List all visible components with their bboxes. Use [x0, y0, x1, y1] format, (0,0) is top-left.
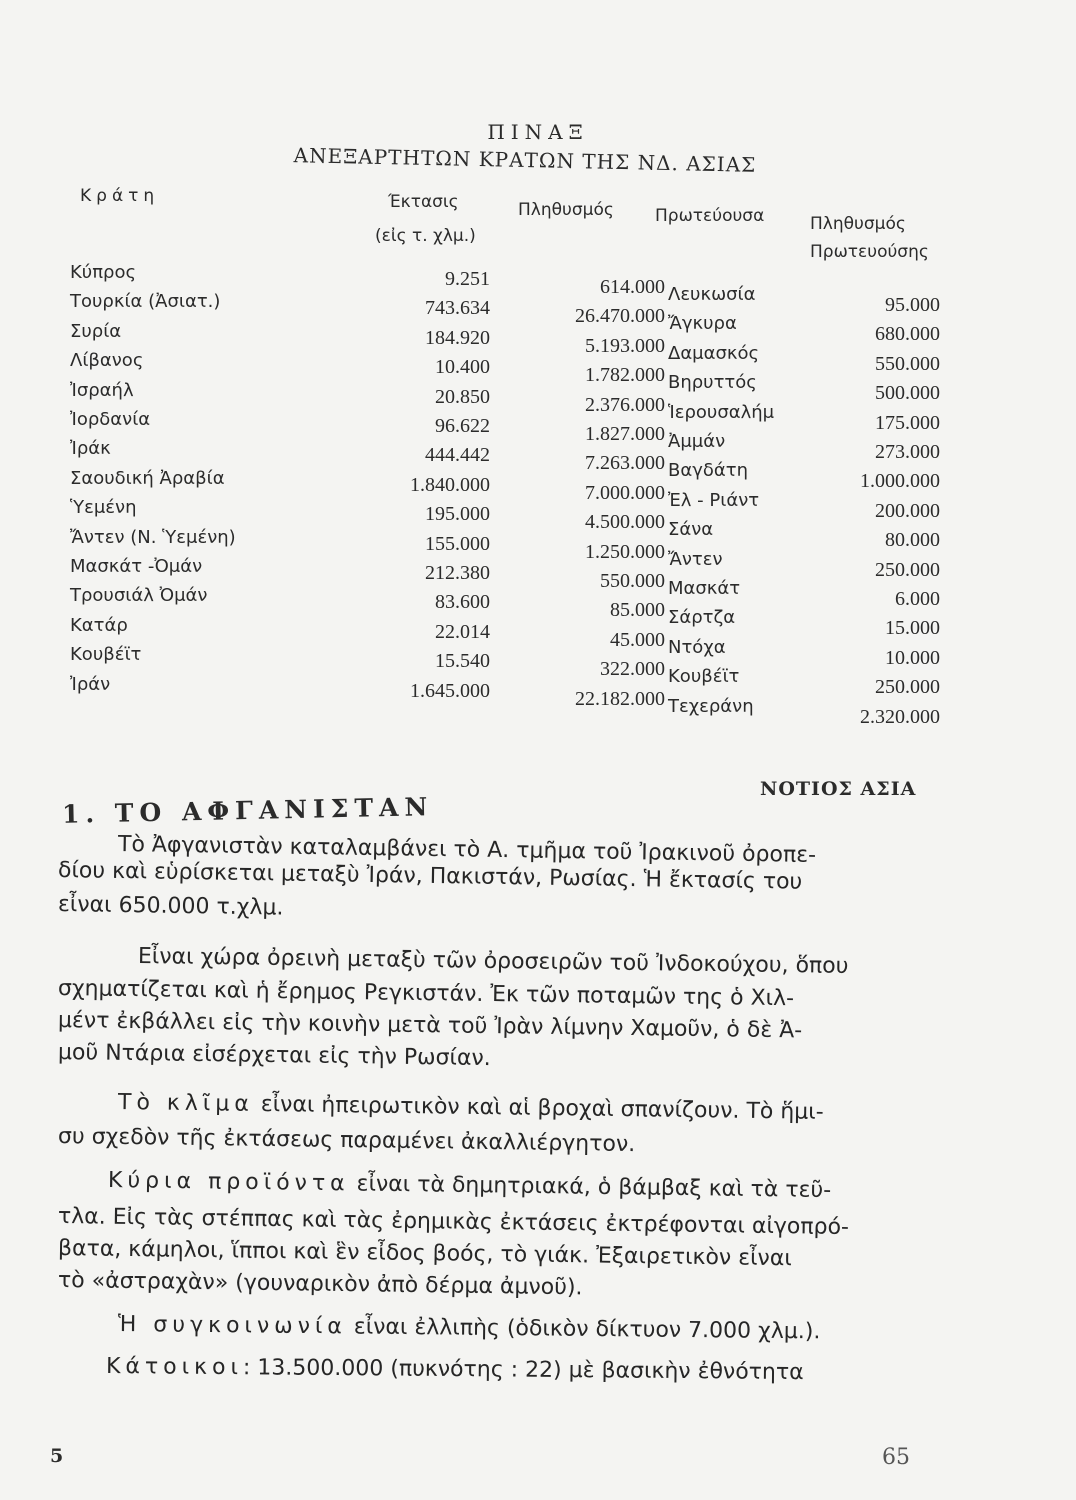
paragraph-line — [58, 976, 938, 1013]
spaced-term: Κύρια προϊόντα — [107, 1168, 350, 1197]
line-text: τλα. Εἰς τὰς στέππας καὶ τὰς ἐρημικὰς ἐκτάσεις ἐκτρέφονται αἰγοπρό- — [57, 1204, 850, 1241]
capital-pop-cell: 175.000 — [875, 411, 940, 434]
header-capital-pop-2: Πρωτευούσης — [810, 242, 929, 262]
capital-pop-cell: 6.000 — [895, 588, 940, 610]
line-text: βατα, κάμηλοι, ἵπποι καὶ ἓν εἶδος βοός, τὸ γιάκ. Ἐξαιρετικὸν εἶναι — [57, 1236, 792, 1272]
paragraph-line — [118, 1090, 938, 1126]
population-cell: 7.000.000 — [585, 481, 665, 504]
paragraph-line — [58, 1008, 938, 1045]
capital-cell: Ἐλ - Ριάντ — [668, 489, 760, 511]
capital-cell: Βαγδάτη — [668, 460, 748, 482]
state-cell: Κύπρος — [70, 262, 137, 283]
capital-pop-cell: 95.000 — [885, 294, 940, 316]
state-cell: Ἰράν — [70, 673, 111, 695]
state-cell: Μασκάτ -Ὀμάν — [70, 556, 203, 577]
population-cell: 85.000 — [610, 599, 665, 622]
header-area: Έκτασις — [388, 192, 459, 212]
capital-pop-cell: 10.000 — [885, 646, 940, 669]
area-cell: 20.850 — [435, 385, 490, 408]
area-cell: 1.645.000 — [410, 679, 490, 702]
spaced-term: Ἡ συγκοινωνία — [117, 1312, 348, 1340]
area-cell: 22.014 — [435, 620, 490, 643]
line-text: Εἶναι χώρα ὀρεινὴ μεταξὺ τῶν ὀροσειρῶν τοῦ Ἰνδοκούχου, ὅπου — [137, 944, 849, 979]
header-area-unit: (εἰς τ. χλμ.) — [375, 226, 476, 246]
area-cell: 444.442 — [425, 444, 490, 467]
paragraph-line — [58, 892, 938, 931]
paragraph-line — [58, 1236, 938, 1273]
capital-cell: Ἱερουσαλήμ — [668, 401, 775, 423]
population-cell: 614.000 — [600, 276, 665, 298]
area-cell: 1.840.000 — [410, 473, 490, 496]
state-cell: Ἄντεν (Ν. Ὑεμένη) — [70, 526, 236, 548]
capital-cell: Τεχεράνη — [668, 695, 754, 717]
area-cell: 212.380 — [425, 562, 490, 584]
capital-cell: Σάρτζα — [668, 607, 736, 629]
capital-pop-cell: 680.000 — [875, 323, 940, 346]
header-population: Πληθυσμός — [518, 200, 614, 220]
capital-pop-cell: 15.000 — [885, 617, 940, 640]
signature-mark: 5 — [50, 1445, 64, 1467]
table-subtitle: ΑΝΕΞΑΡΤΗΤΩΝ ΚΡΑΤΩΝ ΤΗΣ ΝΔ. ΑΣΙΑΣ — [293, 143, 757, 177]
capital-pop-cell: 250.000 — [875, 676, 940, 699]
population-cell: 5.193.000 — [585, 334, 665, 357]
capital-cell: Βηρυττός — [668, 372, 757, 394]
line-text: συ σχεδὸν τῆς ἐκτάσεως παραμένει ἀκαλλιέργητον. — [57, 1124, 636, 1158]
section-heading: 1. ΤΟ ΑΦΓΑΝΙΣΤΑΝ — [61, 792, 434, 829]
population-cell: 7.263.000 — [585, 452, 665, 475]
line-text: μοῦ Ντάρια εἰσέρχεται εἰς τὴν Ρωσίαν. — [57, 1040, 491, 1072]
spaced-term: Κάτοικοι — [105, 1354, 244, 1381]
line-text: εἶναι ἠπειρωτικὸν καὶ αἱ βροχαὶ σπανίζουν. Τὸ ἥμι- — [253, 1091, 824, 1125]
line-text: μέντ ἐκβάλλει εἰς τὴν κοινὴν μετὰ τοῦ Ἰρὰν λίμνην Χαμοῦν, ὁ δὲ Ἀ- — [57, 1008, 803, 1044]
capital-cell: Σάνα — [668, 519, 714, 541]
line-text: εἶναι τὰ δημητριακά, ὁ βάμβαξ καὶ τὰ τεῦ- — [349, 1171, 832, 1204]
area-cell: 743.634 — [425, 297, 490, 320]
line-text: Τὸ Ἀφγανιστὰν καταλαμβάνει τὸ Α. τμῆμα τοῦ Ἰρακινοῦ ὀροπε- — [117, 832, 817, 868]
line-text: : 13.500.000 (πυκνότης : 22) μὲ βασικὴν ἐθνότητα — [242, 1355, 804, 1386]
capital-pop-cell: 200.000 — [875, 499, 940, 522]
capital-pop-cell: 250.000 — [875, 558, 940, 581]
area-cell: 83.600 — [435, 591, 490, 614]
paragraph-line — [138, 944, 938, 980]
area-cell: 9.251 — [445, 268, 490, 290]
line-text: δίου καὶ εὑρίσκεται μεταξὺ Ἰράν, Πακιστάν, Ρωσίας. Ἡ ἔκτασίς του — [57, 858, 803, 895]
population-cell: 45.000 — [610, 628, 665, 651]
population-cell: 2.376.000 — [585, 393, 665, 416]
page-number: 65 — [882, 1445, 910, 1470]
region-heading: ΝΟΤΙΟΣ ΑΣΙΑ — [760, 778, 917, 800]
state-cell: Συρία — [70, 320, 122, 342]
capital-cell: Ἄντεν — [668, 548, 723, 570]
capital-cell: Λευκωσία — [668, 284, 756, 305]
capital-cell: Κουβέϊτ — [668, 666, 740, 688]
population-cell: 550.000 — [600, 570, 665, 592]
capital-cell: Μασκάτ — [668, 578, 741, 599]
state-cell: Κατάρ — [70, 614, 128, 636]
capital-pop-cell: 273.000 — [875, 441, 940, 463]
state-cell: Σαουδική Ἀραβία — [70, 467, 225, 489]
area-cell: 10.400 — [435, 356, 490, 379]
capital-pop-cell: 80.000 — [885, 529, 940, 552]
table-title: ΠΙΝΑΞ — [487, 120, 589, 144]
capital-cell: Ἀμμάν — [668, 431, 726, 452]
area-cell: 96.622 — [435, 415, 490, 437]
capital-cell: Ντόχα — [668, 636, 726, 658]
area-cell: 195.000 — [425, 503, 490, 526]
state-cell: Λίβανος — [70, 350, 144, 372]
table-row — [70, 673, 950, 728]
capital-pop-cell: 550.000 — [875, 352, 940, 375]
spaced-term: Τὸ κλῖμα — [117, 1090, 254, 1117]
line-text: εἶναι 650.000 τ.χλμ. — [57, 892, 284, 921]
paragraph-line — [58, 1268, 938, 1305]
population-cell: 1.782.000 — [585, 364, 665, 387]
line-text: σχηματίζεται καὶ ἡ ἔρημος Ρεγκιστάν. Ἐκ τῶν ποταμῶν της ὁ Χιλ- — [57, 976, 795, 1012]
header-capital: Πρωτεύουσα — [655, 206, 765, 226]
line-text: τὸ «ἀστραχὰν» (γουναρικὸν ἀπὸ δέρμα ἀμνοῦ). — [57, 1268, 583, 1301]
area-cell: 184.920 — [425, 326, 490, 349]
area-cell: 15.540 — [435, 650, 490, 673]
area-cell: 155.000 — [425, 532, 490, 555]
state-cell: Κουβέϊτ — [70, 644, 142, 666]
state-cell: Ἰράκ — [70, 438, 111, 460]
population-cell: 1.827.000 — [585, 423, 665, 445]
population-cell: 4.500.000 — [585, 511, 665, 534]
paragraph-line — [58, 1204, 938, 1241]
population-cell: 26.470.000 — [575, 305, 665, 328]
capital-cell: Ἄγκυρα — [668, 313, 737, 335]
capital-pop-cell: 2.320.000 — [860, 705, 940, 728]
state-cell: Ὑεμένη — [70, 497, 137, 519]
header-state: Κράτη — [80, 186, 160, 206]
state-cell: Ἰορδανία — [70, 409, 151, 430]
paragraph-line — [58, 1124, 938, 1161]
paragraph-line — [118, 1312, 938, 1346]
population-cell: 322.000 — [600, 658, 665, 681]
paragraph-line — [108, 1168, 938, 1205]
line-text: εἶναι ἐλλιπὴς (ὁδικὸν δίκτυον 7.000 χλμ.). — [346, 1314, 821, 1345]
state-cell: Τουρκία (Ἀσιατ.) — [70, 291, 221, 313]
population-cell: 1.250.000 — [585, 540, 665, 563]
capital-pop-cell: 500.000 — [875, 382, 940, 405]
capital-cell: Δαμασκός — [668, 342, 760, 364]
population-cell: 22.182.000 — [575, 687, 665, 710]
header-capital-pop: Πληθυσμός — [810, 214, 906, 234]
state-cell: Ἰσραήλ — [70, 379, 134, 401]
capital-pop-cell: 1.000.000 — [860, 470, 940, 493]
paragraph-line — [58, 1040, 938, 1077]
paragraph-line — [106, 1354, 938, 1386]
state-cell: Τρουσιάλ Ὀμάν — [70, 585, 208, 607]
states-table — [70, 180, 950, 740]
